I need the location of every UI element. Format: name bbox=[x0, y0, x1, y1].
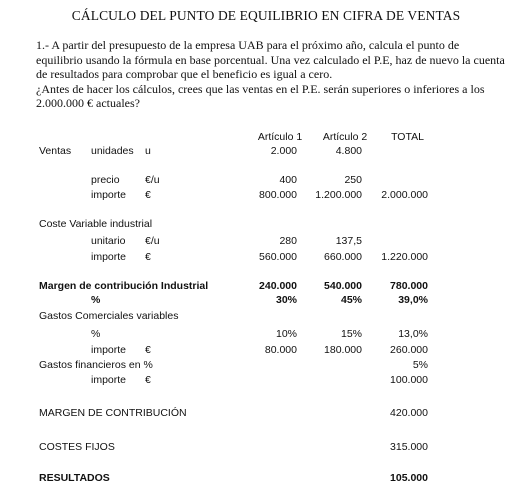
statement-paragraph: 1.- A partir del presupuesto de la empresa UAB para el próximo año, calcula el punto de equilibrio usando la fórmula en base porcentual. Una vez calculado el P.E, haz de nuevo la cuenta de resultados para comprobar que el beneficio es igual a cero. bbox=[36, 38, 505, 81]
question-paragraph: ¿Antes de hacer los cálculos, crees que las ventas en el P.E. serán superiores o inferiores a los 2.000.000 € actuales? bbox=[36, 81, 485, 110]
unidades-label: unidades bbox=[91, 145, 134, 157]
ventas-importe-total: 2.000.000 bbox=[381, 189, 428, 201]
gastos-comerciales-pct-total: 13,0% bbox=[398, 328, 428, 340]
gastos-financieros-importe-unit: € bbox=[145, 374, 151, 386]
gastos-comerciales-importe-a2: 180.000 bbox=[324, 344, 362, 356]
gastos-financieros-pct-total: 5% bbox=[412, 359, 428, 371]
margen-industrial-a1: 240.000 bbox=[259, 280, 297, 292]
header-total: TOTAL bbox=[391, 131, 424, 143]
coste-importe-unit: € bbox=[145, 251, 151, 263]
gastos-comerciales-pct-label: % bbox=[91, 328, 101, 340]
gastos-comerciales-importe-a1: 80.000 bbox=[264, 344, 297, 356]
gastos-financieros-importe-label: importe bbox=[91, 374, 127, 386]
unidades-a2: 4.800 bbox=[335, 145, 362, 157]
page-title: CÁLCULO DEL PUNTO DE EQUILIBRIO EN CIFRA DE VENTAS bbox=[71, 8, 461, 23]
margen-industrial-total: 780.000 bbox=[390, 280, 428, 292]
unitario-label: unitario bbox=[91, 235, 126, 247]
coste-importe-total: 1.220.000 bbox=[381, 251, 428, 263]
gastos-comerciales-pct-a1: 10% bbox=[275, 328, 297, 340]
gastos-financieros-importe-total: 100.000 bbox=[390, 374, 428, 386]
margen-contribucion-total: 420.000 bbox=[390, 407, 428, 419]
precio-unit: €/u bbox=[145, 174, 160, 186]
precio-label: precio bbox=[91, 174, 120, 186]
gastos-comerciales-label: Gastos Comerciales variables bbox=[39, 310, 179, 322]
unitario-a2: 137,5 bbox=[335, 235, 362, 247]
unidades-a1: 2.000 bbox=[270, 145, 297, 157]
gastos-comerciales-importe-total: 260.000 bbox=[390, 344, 428, 356]
costes-fijos-label: COSTES FIJOS bbox=[39, 441, 115, 453]
unitario-a1: 280 bbox=[279, 235, 297, 247]
coste-importe-label: importe bbox=[91, 251, 127, 263]
unitario-unit: €/u bbox=[145, 235, 160, 247]
margen-pct-total: 39,0% bbox=[398, 294, 428, 306]
gastos-comerciales-importe-label: importe bbox=[91, 344, 127, 356]
unidades-unit: u bbox=[145, 145, 151, 157]
gastos-comerciales-pct-a2: 15% bbox=[340, 328, 362, 340]
ventas-importe-label: importe bbox=[91, 189, 127, 201]
ventas-label: Ventas bbox=[39, 145, 72, 157]
ventas-importe-unit: € bbox=[145, 189, 151, 201]
coste-importe-a1: 560.000 bbox=[259, 251, 297, 263]
costes-fijos-total: 315.000 bbox=[390, 441, 428, 453]
margen-pct-a2: 45% bbox=[340, 294, 362, 306]
margen-pct-label: % bbox=[91, 294, 101, 306]
coste-importe-a2: 660.000 bbox=[324, 251, 362, 263]
resultados-label: RESULTADOS bbox=[39, 472, 110, 484]
precio-a1: 400 bbox=[279, 174, 297, 186]
ventas-importe-a1: 800.000 bbox=[259, 189, 297, 201]
margen-industrial-label: Margen de contribución Industrial bbox=[39, 280, 209, 292]
coste-variable-label: Coste Variable industrial bbox=[39, 218, 153, 230]
header-articulo-2: Artículo 2 bbox=[322, 131, 368, 143]
ventas-importe-a2: 1.200.000 bbox=[315, 189, 362, 201]
precio-a2: 250 bbox=[344, 174, 362, 186]
margen-contribucion-label: MARGEN DE CONTRIBUCIÓN bbox=[39, 407, 187, 419]
gastos-financieros-label: Gastos financieros en % bbox=[39, 359, 153, 371]
header-articulo-1: Artículo 1 bbox=[257, 131, 303, 143]
margen-pct-a1: 30% bbox=[275, 294, 297, 306]
margen-industrial-a2: 540.000 bbox=[324, 280, 362, 292]
resultados-total: 105.000 bbox=[390, 472, 428, 484]
gastos-comerciales-importe-unit: € bbox=[145, 344, 151, 356]
